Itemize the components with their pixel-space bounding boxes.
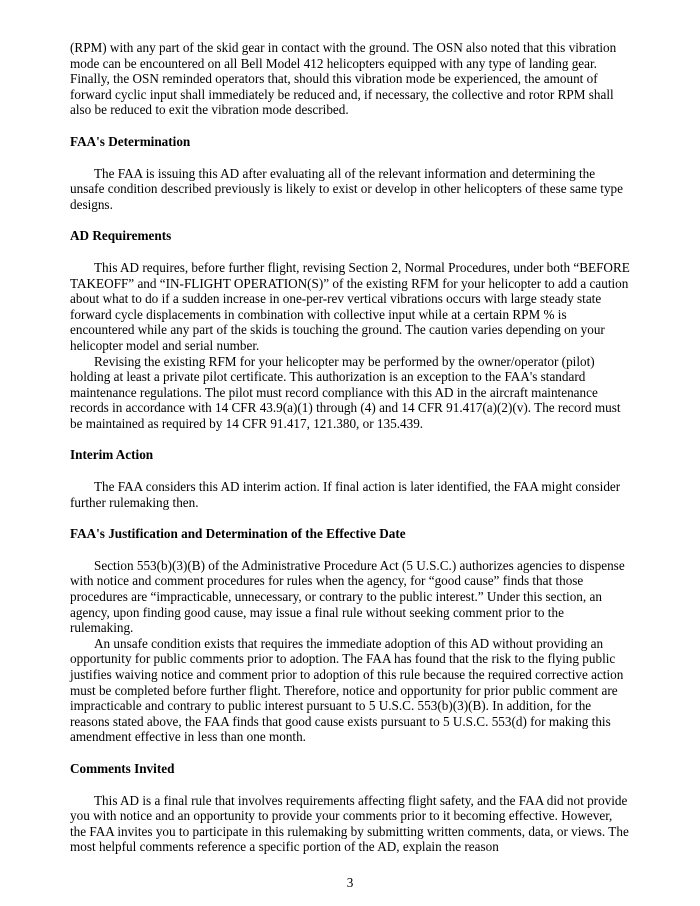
spacer	[70, 244, 630, 260]
spacer	[70, 542, 630, 558]
page-number: 3	[346, 875, 354, 890]
spacer	[70, 777, 630, 793]
paragraph-osn-vibration: (RPM) with any part of the skid gear in contact with the ground. The OSN also noted that this vibration mode can be encountered on all Bell Model 412 helicopters equipped with any type of landing gear. Finally, the OSN reminded operators that, should this vibration mode be experienced, the amount of forward cyclic input shall immediately be reduced and, if necessary, the collective and rotor RPM shall also be reduced to exit the vibration mode described.	[70, 40, 617, 118]
paragraph-comments-invited: This AD is a final rule that involves requirements affecting flight safety, and the FAA did not provide you with notice and an opportunity to provide your comments prior to it becoming effective. However, the FAA invites you to participate in this rulemaking by submitting written comments, data, or views. The most helpful comments reference a specific portion of the AD, explain the reason	[70, 792, 629, 855]
spacer	[70, 510, 630, 526]
spacer	[70, 118, 630, 134]
spacer	[70, 745, 630, 761]
heading-justification: FAA's Justification and Determination of the Effective Date	[70, 526, 406, 542]
spacer	[70, 150, 630, 166]
heading-ad-requirements: AD Requirements	[70, 228, 172, 244]
paragraph-ad-requirements: This AD requires, before further flight, revising Section 2, Normal Procedures, under both “BEFORE TAKEOFF” and “IN-FLIGHT OPERATION(S)” of the existing RFM for your helicopter to add a caution about what to do if a sudden increase in one-per-rev vertical vibrations occurs with large steady state forward cycle displacements in combination with collective input while at a certain RPM % is encountered while any part of the skids is touching the ground. The caution varies depending on your helicopter model and serial number.	[70, 259, 630, 353]
paragraph-rfm-revision: Revising the existing RFM for your helicopter may be performed by the owner/operator (pilot) holding at least a private pilot certificate. This authorization is an exception to the FAA's standard maintenance regulations. The pilot must record compliance with this AD in the aircraft maintenance records in accordance with 14 CFR 43.9(a)(1) through (4) and 14 CFR 91.417(a)(2)(v). The record must be maintained as required by 14 CFR 91.417, 121.380, or 135.439.	[70, 353, 621, 431]
paragraph-unsafe-condition: An unsafe condition exists that requires the immediate adoption of this AD without providing an opportunity for public comments prior to adoption. The FAA has found that the risk to the flying public justifies waiving notice and comment prior to adoption of this rule because the required corrective action must be completed before further flight. Therefore, notice and opportunity for prior public comment are impracticable and contrary to public interest pursuant to 5 U.S.C. 553(b)(3)(B). In addition, for the reasons stated above, the FAA finds that good cause exists pursuant to 5 U.S.C. 553(d) for making this amendment effective in less than one month.	[70, 635, 624, 745]
spacer	[70, 212, 630, 228]
paragraph-faa-determination: The FAA is issuing this AD after evaluating all of the relevant information and determining the unsafe condition described previously is likely to exist or develop in other helicopters of these same type designs.	[70, 165, 623, 212]
heading-interim-action: Interim Action	[70, 447, 154, 463]
heading-comments-invited: Comments Invited	[70, 760, 175, 776]
document-body	[70, 40, 630, 855]
paragraph-apa-section: Section 553(b)(3)(B) of the Administrative Procedure Act (5 U.S.C.) authorizes agencies to dispense with notice and comment procedures for rules when the agency, for “good cause” finds that those procedures are “impracticable, unnecessary, or contrary to the public interest.” Under this section, an agency, upon finding good cause, may issue a final rule without seeking comment prior to the rulemaking.	[70, 557, 625, 636]
spacer	[70, 431, 630, 447]
heading-faa-determination: FAA's Determination	[70, 133, 191, 149]
spacer	[70, 463, 630, 479]
paragraph-interim-action: The FAA considers this AD interim action. If final action is later identified, the FAA might consider further rulemaking then.	[70, 479, 621, 510]
